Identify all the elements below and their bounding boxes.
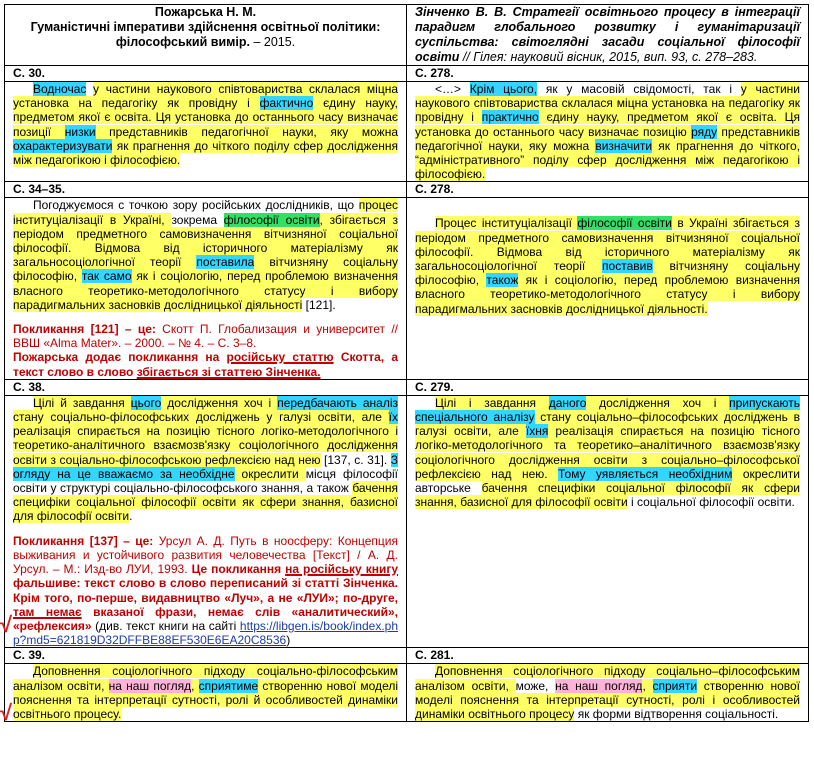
highlighted-phrase: стану соціально–філософських досліджень в галузі освіти, але <box>415 410 800 439</box>
text-run: і соціальної філософії освіти. <box>627 495 795 510</box>
right-page-ref: С. 281. <box>407 648 809 664</box>
highlighted-phrase: передбачають аналіз <box>277 395 399 410</box>
page-row <box>5 648 809 664</box>
right-excerpt <box>415 396 800 510</box>
left-author: Пожарська Н. М. <box>154 5 257 19</box>
page-row <box>5 182 809 198</box>
highlighted-phrase: фактично <box>259 96 314 111</box>
highlighted-phrase: , <box>191 678 199 693</box>
text-row <box>5 664 809 722</box>
highlighted-phrase: Цілі і завдання <box>435 395 549 410</box>
highlighted-phrase: даного <box>548 395 587 410</box>
left-excerpt <box>13 198 398 312</box>
highlighted-phrase: бачення специфіки соціальної філософії як сфери знання, базисної для філософії освіти <box>415 481 801 510</box>
citation-note: Покликання [137] – це: Урсул А. Д. Путь в ноосферу: Концепция выживания и устойчивого развития человечества [Текст] / А. Д. Урсул. – М.: Изд-во ЛУИ, 1993. Це покликання на російську книгу фальшиве: текст слово в слово переписаний зі статті Зінченка. Крім того, по-перше, видавництво «Луч», а не «ЛУИ»; по-друге, там немає вказаної фрази, немає слів «аналитический», «рефлексия» (див. текст книги на сайті https://libgen.is/book/index.php?md5=621819D32DFFBE88EF530E6EA20C8536) <box>13 533 399 648</box>
highlighted-phrase: вітчизняну соціальну філософію, <box>415 259 800 288</box>
highlighted-phrase: ряду <box>691 124 718 139</box>
highlighted-phrase: процес інституціалізації в Україні, <box>13 198 398 227</box>
highlighted-phrase: окреслити <box>234 466 306 481</box>
left-excerpt <box>13 82 398 167</box>
text-run: місця філософії освіти у структурі соціально-філософського знання, а також <box>13 466 398 496</box>
highlighted-phrase: єдину науку, предметом якої є освіта. Ця установка до останнього часу визначає позиції <box>13 96 398 139</box>
highlighted-phrase: філософії освіти <box>577 216 672 231</box>
highlighted-phrase: філософії освіти <box>223 212 320 227</box>
comparison-table <box>4 4 809 722</box>
highlighted-phrase: як прагнення до чіткого поділу сфер дослідження між педагогікою і філософією. <box>13 138 398 168</box>
checkmark-icon: √ <box>0 612 13 637</box>
text-run: авторське <box>415 481 482 496</box>
highlighted-phrase: створенню нової моделі пояснення та інтерпретації сутності, ролі і особливостей динаміки освітнього процесу <box>415 678 801 721</box>
highlighted-phrase: реалізація спирається на позицію тісного логіко-методологічного і теоретико-аналітичного взаємозв'язку соціологічного дослідження освіти з соціально-філософською рефлексією над нею <box>13 424 398 467</box>
left-excerpt <box>13 664 398 721</box>
left-source-header <box>5 5 407 66</box>
left-excerpt-cell <box>5 395 407 647</box>
page-row <box>5 379 809 395</box>
highlighted-phrase: Тому уявляється необхідним <box>558 466 733 481</box>
highlighted-phrase: також <box>486 273 519 288</box>
highlighted-phrase: в Україні збігається з періодом предметного самовизначення вітчизняної соціальної філософії. Відмова від історичного матеріалізму як загальносоціологічної теорії <box>415 216 801 274</box>
right-excerpt-cell <box>407 664 809 722</box>
checkmark-icon: √ <box>0 700 13 725</box>
text-run: [137, с. 31]. <box>320 452 391 467</box>
citation-note: Покликання [121] – це: Скотт П. Глобализация и университет // ВВШ «Alma Mater». – 2000. – № 4. – С. 3–8. <box>13 322 399 351</box>
highlighted-phrase: , збігається з періодом предметного самовизначення вітчизняної соціальної філософії. Відмова від історичного матеріалізму як загальносоціологічної теорії <box>13 212 398 270</box>
header-row <box>5 5 809 66</box>
left-year: – 2015. <box>249 35 296 49</box>
highlighted-phrase: стану соціально-філософських досліджень у галузі освіти, але <box>13 410 389 425</box>
book-link[interactable]: https://libgen.is/book/index.php?md5=621819D32DFFBE88EF530E6EA20C8536 <box>13 618 398 648</box>
highlighted-phrase: окреслити <box>732 466 800 481</box>
text-row <box>5 198 809 379</box>
highlighted-phrase: їхня <box>525 424 549 439</box>
highlighted-phrase: поставив <box>602 259 653 274</box>
right-excerpt <box>415 82 800 181</box>
text-run: як у масовій свідомості, так і <box>537 82 741 96</box>
right-publication: // Гілея: науковий вісник, 2015, вип. 93, с. 278–283. <box>459 50 758 64</box>
highlighted-phrase: дослідження хоч і <box>161 395 278 410</box>
text-row <box>5 395 809 647</box>
highlighted-phrase: бачення специфіки соціальної філософії освіти як сфери знання, базисної для філософії освіти <box>13 481 398 524</box>
text-run: [121]. <box>302 297 336 312</box>
highlighted-phrase: у частини наукового співтовариства склалася міцна установка на педагогіку як провідну і <box>13 82 398 111</box>
right-excerpt <box>415 216 800 315</box>
highlighted-phrase: представників педагогічної науки, яку можна <box>415 124 801 153</box>
highlighted-phrase: на наш погляд <box>555 678 643 693</box>
highlighted-phrase: створенню нової моделі пояснення та інтерпретації сутності, ролі й особливостей динаміки освітнього процесу. <box>13 678 399 721</box>
left-excerpt-cell <box>5 198 407 379</box>
highlighted-phrase: на наш погляд <box>108 678 192 693</box>
left-excerpt-cell <box>5 82 407 182</box>
right-excerpt <box>415 664 800 721</box>
text-run: зокрема <box>171 212 224 227</box>
left-excerpt-cell <box>5 664 407 722</box>
highlighted-phrase: Доповнення соціологічного підходу соціально-філософським аналізом освіти, <box>13 664 398 693</box>
highlighted-phrase: сприятиме <box>198 678 259 693</box>
highlighted-phrase: Крім цього, <box>469 82 538 96</box>
highlighted-phrase: їх <box>388 410 398 425</box>
commentary-note: Пожарська додає покликання на російську статтю Скотта, а текст слово в слово збігається зі статтею Зінченка. <box>13 350 398 379</box>
right-source-header <box>407 5 809 66</box>
right-excerpt-cell <box>407 82 809 182</box>
highlighted-phrase: , <box>642 678 653 693</box>
highlighted-phrase: представників педагогічної науки, яку можна <box>95 124 398 139</box>
highlighted-phrase: охарактеризувати <box>13 138 113 153</box>
highlighted-phrase: визначити <box>595 138 653 153</box>
highlighted-phrase: низки <box>64 124 96 139</box>
text-row <box>5 82 809 182</box>
highlighted-phrase: поставила <box>196 255 255 270</box>
highlighted-phrase: як і соціологію, перед проблемою визначення власного теоретико-методологічного статусу і вибору парадигмальних засновків дослідницької діяльності <box>13 269 398 312</box>
right-excerpt-cell <box>407 395 809 647</box>
right-page-ref: С. 278. <box>407 182 809 198</box>
text-run: може, <box>515 678 556 693</box>
page-row <box>5 66 809 82</box>
highlighted-phrase: практично <box>481 110 539 125</box>
right-title: Зінченко В. В. Стратегії освітнього процесу в інтеграції парадигм глобального розвитку і гуманітаризації суспільства: світоглядні засади соціальної філософії освіти <box>415 5 800 64</box>
text-run: <…> <box>435 82 470 96</box>
highlighted-phrase: як і соціологію, перед проблемою визначення власного теоретико-методологічного статусу і вибору парадигмальних засновків дослідницької діяльності. <box>415 273 800 316</box>
highlighted-phrase: Доповнення соціологічного підходу соціально–філософським аналізом освіти, <box>415 664 800 693</box>
right-page-ref: С. 279. <box>407 379 809 395</box>
highlighted-phrase: дослідження хоч і <box>586 395 730 410</box>
right-page-ref: С. 278. <box>407 66 809 82</box>
text-run: . <box>129 509 133 524</box>
left-page-ref: С. 38. <box>5 379 407 395</box>
text-run: Погоджуємося с точкою зору російських дослідників, що <box>33 198 359 213</box>
highlighted-phrase: Цілі й завдання <box>33 395 131 410</box>
highlighted-phrase: Водночас <box>33 82 87 96</box>
highlighted-phrase: припускають спеціального аналізу <box>415 395 800 425</box>
right-excerpt-cell <box>407 198 809 379</box>
highlighted-phrase: реалізація спирається на позицію тісного логіко-методологічного та теоретико–аналітичного взаємозв'язку соціологічного дослідження освіти з соціально–філософської рефлексією над нею. <box>415 424 800 481</box>
left-page-ref: С. 30. <box>5 66 407 82</box>
text-run: як форми відтворення соціальності. <box>574 706 779 721</box>
highlighted-phrase: Процес інституціалізації <box>435 216 578 231</box>
left-title: Гуманістичні імперативи здійснення освітньої політики: філософський вимір. <box>30 20 381 49</box>
highlighted-phrase: сприяти <box>652 678 698 693</box>
highlighted-phrase: цього <box>130 395 162 410</box>
highlighted-phrase: вітчизняну соціальну філософію, <box>13 255 398 284</box>
highlighted-phrase: у частини наукового співтовариства склалася міцна установка на педагогіку як провідну і <box>415 82 801 125</box>
highlighted-phrase: З огляду на це вважаємо за необхідне <box>13 452 398 481</box>
left-page-ref: С. 34–35. <box>5 182 407 198</box>
left-page-ref: С. 39. <box>5 648 407 664</box>
highlighted-phrase: єдину науку, предметом якої є освіта. Ця установка до останнього часу визначає позицію <box>415 110 800 139</box>
highlighted-phrase: як прагнення до чіткого, “адміністративного” поділу сфер дослідження між педагогікою і філософією. <box>415 138 800 182</box>
left-excerpt <box>13 396 398 524</box>
highlighted-phrase: так само <box>81 269 132 284</box>
